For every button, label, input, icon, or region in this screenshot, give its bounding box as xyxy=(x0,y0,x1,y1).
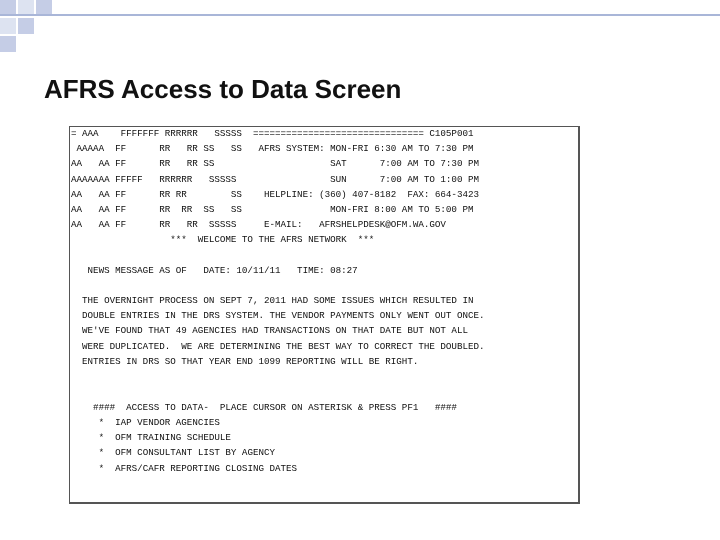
terminal-header-line: AA AA FF RR RR SS SS MON-FRI 8:00 AM TO 5:00 PM xyxy=(71,204,474,216)
menu-item-label: OFM CONSULTANT LIST BY AGENCY xyxy=(115,447,276,459)
header-rule xyxy=(0,14,720,16)
news-message-line: NEWS MESSAGE AS OF DATE: 10/11/11 TIME: 08:27 xyxy=(71,265,358,276)
corner-square-6 xyxy=(0,36,16,52)
message-line: ENTRIES IN DRS SO THAT YEAR END 1099 REPORTING WILL BE RIGHT. xyxy=(71,355,419,367)
asterisk-cursor-target[interactable]: * xyxy=(98,432,105,444)
terminal-header-line: AA AA FF RR RR SS HELPLINE: (360) 407-8182 FAX: 664-3423 xyxy=(71,188,479,200)
terminal-header xyxy=(71,126,479,248)
terminal-header-line: = AAA FFFFFFF RRRRRR SSSSS =============================== C105P001 xyxy=(71,128,474,139)
terminal-header-line: AA AA FF RR RR SSSSS E-MAIL: AFRSHELPDESK@OFM.WA.GOV xyxy=(71,219,446,231)
menu-item-label: OFM TRAINING SCHEDULE xyxy=(115,432,231,444)
message-line: WERE DUPLICATED. WE ARE DETERMINING THE BEST WAY TO CORRECT THE DOUBLED. xyxy=(71,340,485,352)
terminal-header-line: AAAAAAA FFFFF RRRRRR SSSSS SUN 7:00 AM TO 1:00 PM xyxy=(71,173,479,185)
message-line: DOUBLE ENTRIES IN THE DRS SYSTEM. THE VENDOR PAYMENTS ONLY WENT OUT ONCE. xyxy=(71,310,485,322)
message-line: THE OVERNIGHT PROCESS ON SEPT 7, 2011 HAD SOME ISSUES WHICH RESULTED IN xyxy=(71,295,474,306)
slide-title: AFRS Access to Data Screen xyxy=(44,74,402,104)
news-message-body xyxy=(71,293,485,369)
terminal-header-line: *** WELCOME TO THE AFRS NETWORK *** xyxy=(71,234,375,246)
menu-item[interactable] xyxy=(71,445,297,460)
asterisk-cursor-target[interactable]: * xyxy=(98,447,105,459)
menu-item[interactable] xyxy=(71,415,297,430)
menu-item[interactable] xyxy=(71,430,297,445)
corner-square-5 xyxy=(18,18,34,34)
asterisk-cursor-target[interactable]: * xyxy=(98,462,105,474)
message-line: WE'VE FOUND THAT 49 AGENCIES HAD TRANSACTIONS ON THAT DATE BUT NOT ALL xyxy=(71,325,468,337)
access-to-data-line: #### ACCESS TO DATA- PLACE CURSOR ON ASTERISK & PRESS PF1 #### xyxy=(71,402,457,413)
terminal-header-line: AAAAA FF RR RR SS SS AFRS SYSTEM: MON-FRI 6:30 AM TO 7:30 PM xyxy=(71,143,474,155)
menu-item-label: AFRS/CAFR REPORTING CLOSING DATES xyxy=(115,462,298,474)
corner-square-4 xyxy=(0,18,16,34)
terminal-header-line: AA AA FF RR RR SS SAT 7:00 AM TO 7:30 PM xyxy=(71,158,479,170)
asterisk-cursor-target[interactable]: * xyxy=(98,417,105,428)
menu-item-label: IAP VENDOR AGENCIES xyxy=(115,417,220,428)
access-menu xyxy=(71,415,297,476)
menu-item[interactable] xyxy=(71,461,297,476)
